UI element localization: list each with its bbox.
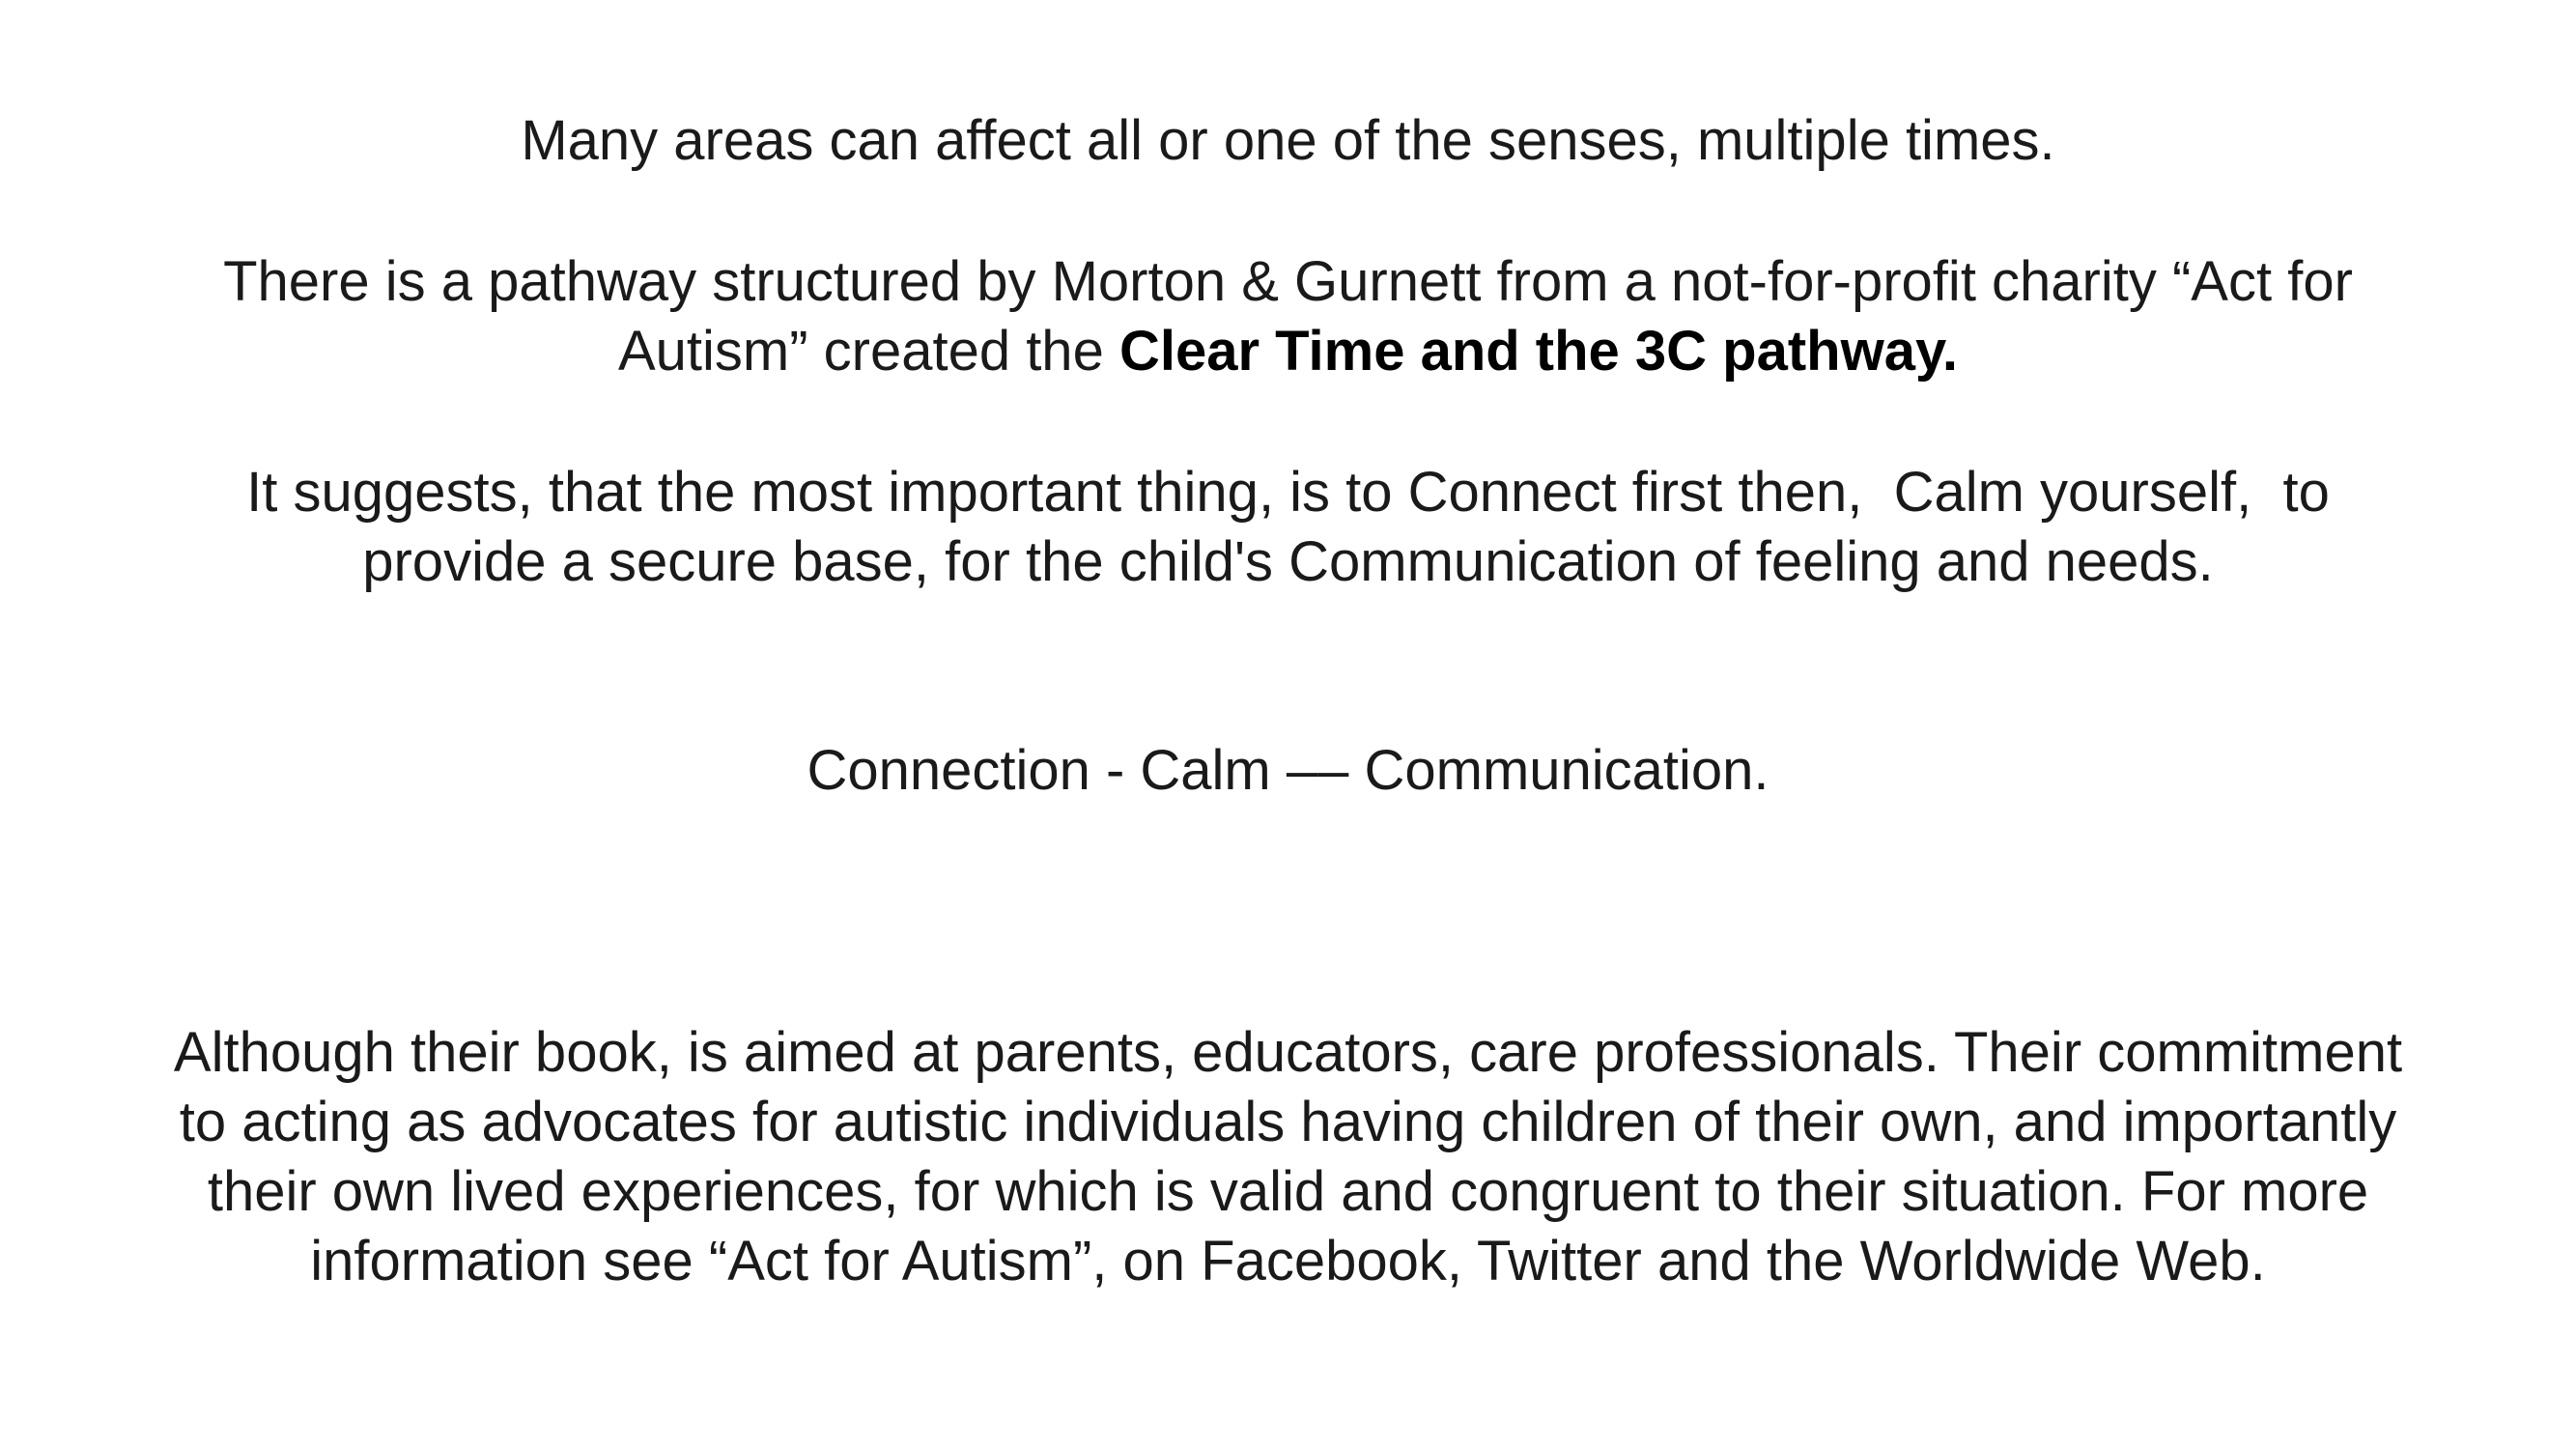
paragraph-book-info-line-1: Although their book, is aimed at parents, educators, care professionals. Their commitment [173, 1021, 2403, 1084]
paragraph-suggestion-line-1: It suggests, that the most important thing, is to Connect first then, Calm yourself, to [246, 461, 2330, 524]
paragraph-3c-steps [106, 736, 2470, 806]
paragraph-suggestion [106, 458, 2470, 597]
paragraph-pathway-line-1: There is a pathway structured by Morton & Gurnett from a not-for-profit charity “Act for [223, 250, 2353, 313]
paragraph-pathway [106, 247, 2470, 386]
paragraph-suggestion-line-2: provide a secure base, for the child's Communication of feeling and needs. [362, 530, 2214, 593]
paragraph-pathway-line-2 [106, 317, 2470, 386]
paragraph-3c-steps-line: Connection - Calm –– Communication. [807, 739, 1769, 802]
paragraph-senses [106, 106, 2470, 176]
paragraph-book-info-line-3: their own lived experiences, for which is valid and congruent to their situation. For more [207, 1160, 2369, 1223]
paragraph-book-info [106, 1018, 2470, 1296]
paragraph-book-info-line-4: information see “Act for Autism”, on Facebook, Twitter and the Worldwide Web. [310, 1230, 2266, 1293]
paragraph-pathway-line-2-prefix: Autism” created the [617, 320, 1119, 383]
paragraph-book-info-line-2: to acting as advocates for autistic individuals having children of their own, and importantly [179, 1091, 2397, 1153]
clear-time-3c-pathway-highlight: Clear Time and the 3C pathway. [1118, 320, 1959, 383]
paragraph-senses-line: Many areas can affect all or one of the senses, multiple times. [521, 109, 2055, 172]
